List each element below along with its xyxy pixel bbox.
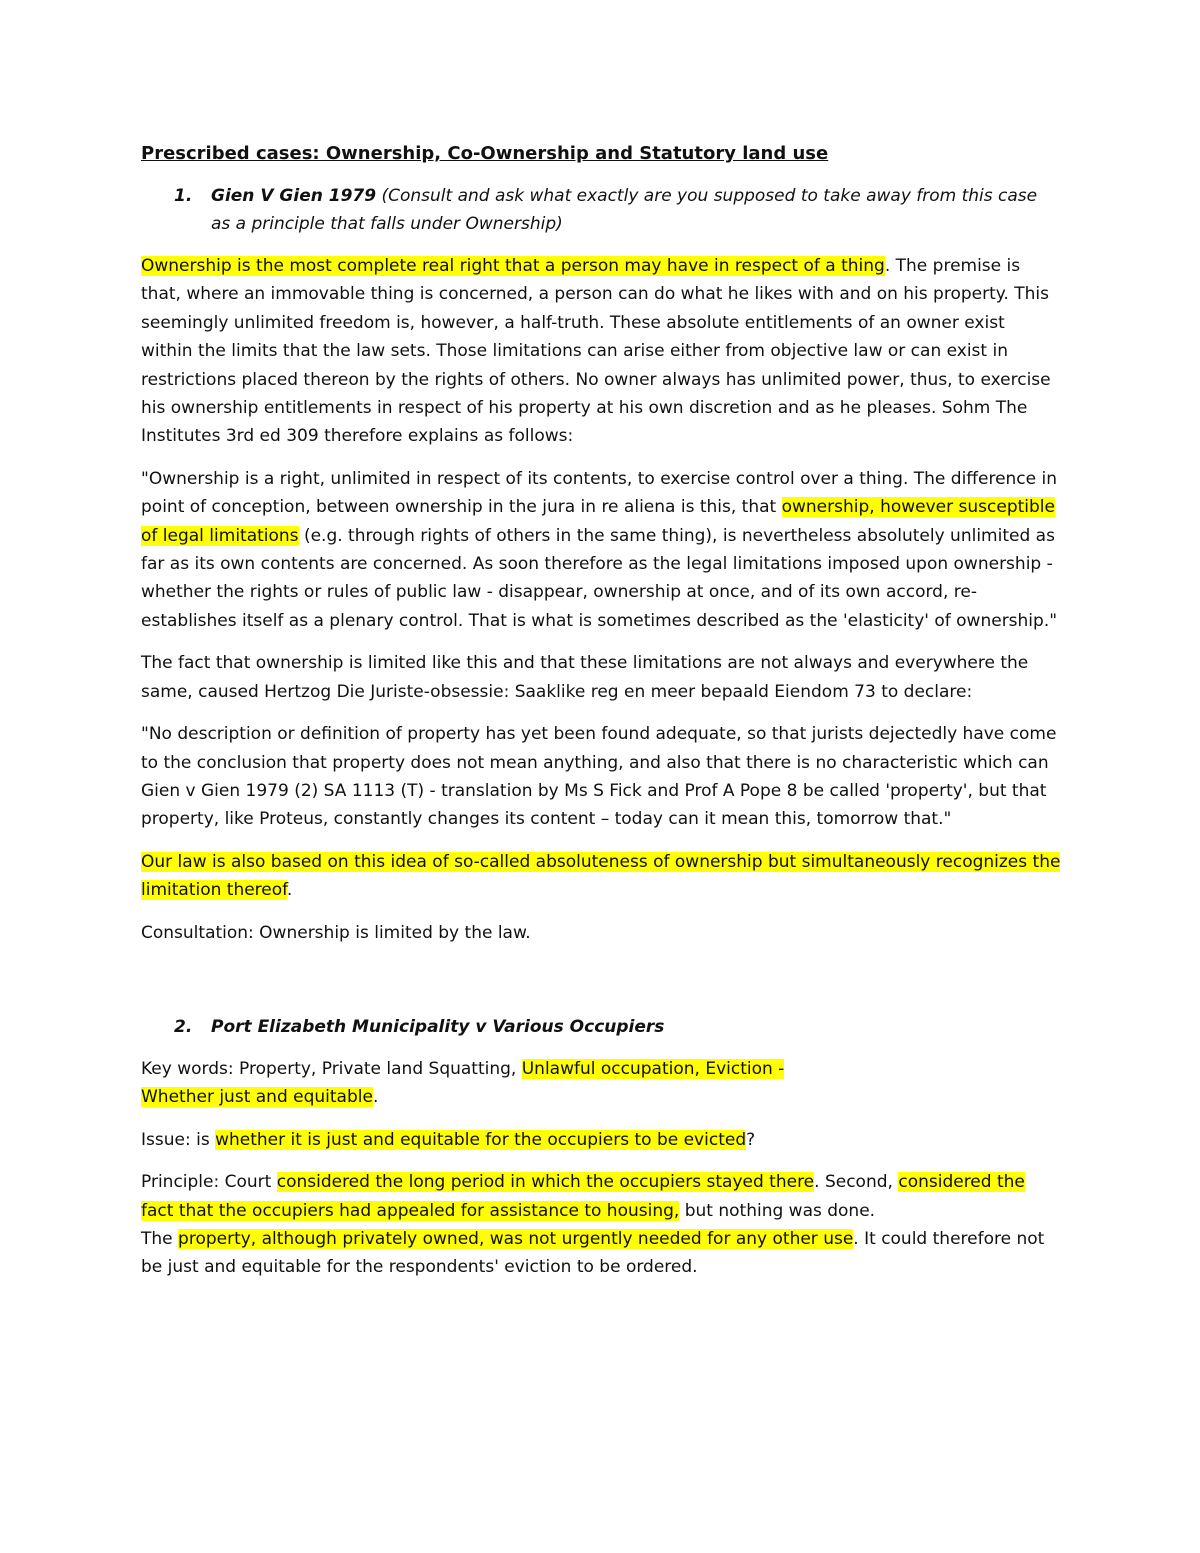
case-name: Gien V Gien 1979	[211, 186, 377, 206]
document-title: Prescribed cases: Ownership, Co-Ownership and Statutory land use	[141, 143, 829, 164]
paragraph-consultation: Consultation: Ownership is limited by the law.	[141, 922, 531, 943]
highlighted-text: ownership, however susceptible of legal limitations	[141, 497, 1055, 546]
paragraph-keywords: Key words: Property, Private land Squatting, Unlawful occupation, Eviction - Whether just and equitable.	[141, 1058, 785, 1108]
case-number: 2.	[174, 1016, 193, 1037]
case-name: Port Elizabeth Municipality v Various Occupiers	[211, 1016, 665, 1037]
paragraph-proteus-quote: "No description or definition of property has yet been found adequate, so that jurists dejectedly have come to the conclusion that property does not mean anything, and also that there is no characteristic which can Gien v Gien 1979 (2) SA 1113 (T) - translation by Ms S Fick and Prof A Pope 8 be called 'property', but that property, like Proteus, constantly changes its content – today can it mean this, tomorrow that."	[141, 724, 1057, 830]
document-page	[141, 140, 1061, 1296]
paragraph-ownership-definition: Ownership is the most complete real right that a person may have in respect of a thing. The premise is that, where an immovable thing is concerned, a person can do what he likes with and on his property. This seemingly unlimited freedom is, however, a half-truth. These absolute entitlements of an owner exist within the limits that the law sets. Those limitations can arise either from objective law or can exist in restrictions placed thereon by the rights of others. No owner always has unlimited power, thus, to exercise his ownership entitlements in respect of his property at his own discretion and as he pleases. Sohm The Institutes 3rd ed 309 therefore explains as follows:	[141, 256, 1051, 447]
paragraph-issue: Issue: is whether it is just and equitable for the occupiers to be evicted?	[141, 1129, 756, 1150]
highlighted-text: Our law is also based on this idea of so-called absoluteness of ownership but simultaneously recognizes the limitation thereof	[141, 851, 1061, 901]
case-heading-2	[141, 1013, 1061, 1041]
highlighted-text: Whether just and equitable	[141, 1087, 373, 1108]
paragraph-sohm-quote: "Ownership is a right, unlimited in respect of its contents, to exercise control over a thing. The difference in point of conception, between ownership in the jura in re aliena is this, that ownership, however susceptible of legal limitations (e.g. through rights of others in the same thing), is nevertheless absolutely unlimited as far as its own contents are concerned. As soon therefore as the legal limitations imposed upon ownership - whether the rights or rules of public law - disappear, ownership at once, and of its own accord, re-establishes itself as a plenary control. That is what is sometimes described as the 'elasticity' of ownership."	[141, 468, 1058, 631]
paragraph-hertzog: The fact that ownership is limited like this and that these limitations are not always and everywhere the same, caused Hertzog Die Juriste-obsessie: Saaklike reg en meer bepaald Eiendom 73 to declare:	[141, 653, 1029, 702]
paragraph-principle: Principle: Court considered the long period in which the occupiers stayed there. Second, considered the fact that the occupiers had appealed for assistance to housing, but nothing was done. The property, although privately owned, was not urgently needed for any other use. It could therefore not be just and equitable for the respondents' eviction to be ordered.	[141, 1172, 1045, 1278]
case-heading-1	[141, 182, 1061, 238]
highlighted-text: whether it is just and equitable for the occupiers to be evicted	[215, 1129, 747, 1150]
case-note: (Consult and ask what exactly are you supposed to take away from this case as a principle that falls under Ownership)	[211, 186, 1038, 234]
highlighted-text: Ownership is the most complete real right that a person may have in respect of a thing	[141, 256, 885, 276]
case-number: 1.	[174, 186, 193, 206]
highlighted-text: considered the fact that the occupiers had appealed for assistance to housing,	[141, 1172, 1025, 1221]
paragraph-absoluteness: Our law is also based on this idea of so-called absoluteness of ownership but simultaneously recognizes the limitation thereof.	[141, 851, 1061, 901]
highlighted-text: property, although privately owned, was not urgently needed for any other use	[178, 1228, 854, 1249]
highlighted-text: Unlawful occupation, Eviction -	[521, 1058, 785, 1079]
highlighted-text: considered the long period in which the occupiers stayed there	[276, 1172, 815, 1193]
